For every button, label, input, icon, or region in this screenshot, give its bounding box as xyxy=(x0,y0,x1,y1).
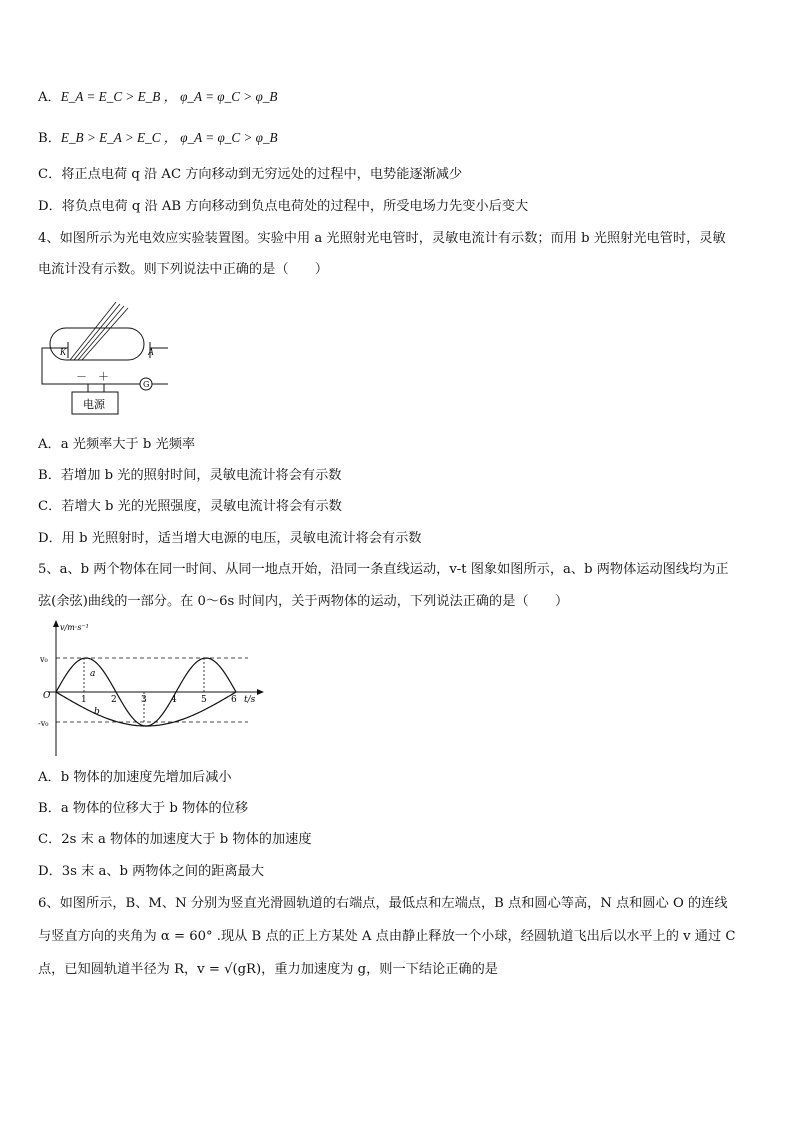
cathode-label: K xyxy=(60,347,67,357)
tick-6: 6 xyxy=(231,695,237,705)
q3-option-b xyxy=(38,129,278,148)
tick-3: 3 xyxy=(141,695,147,705)
q5-option-a: A．b 物体的加速度先增加后减小 xyxy=(38,770,232,785)
q3-option-c: C．将正点电荷 q 沿 AC 方向移动到无穷远处的过程中，电势能逐渐减少 xyxy=(38,167,463,182)
q5-stem-line2: 弦(余弦)曲线的一部分。在 0～6s 时间内，关于两物体的运动，下列说法正确的是（ ） xyxy=(38,594,569,609)
q5-option-b: B．a 物体的位移大于 b 物体的位移 xyxy=(38,801,249,816)
plus-sign: ＋ xyxy=(98,370,109,383)
q3-option-a-math: E_A = E_C > E_B ， φ_A = φ_C > φ_B xyxy=(60,89,278,104)
curve-b-label: b xyxy=(94,707,100,717)
neg-v0-label: -v₀ xyxy=(38,719,49,728)
q5-option-c: C．2s 末 a 物体的加速度大于 b 物体的加速度 xyxy=(38,832,312,847)
q4-option-a: A．a 光频率大于 b 光频率 xyxy=(38,437,196,452)
power-source-label: 电源 xyxy=(83,398,105,411)
v0-label: v₀ xyxy=(40,655,48,664)
anode-label: A xyxy=(148,347,154,357)
tick-4: 4 xyxy=(171,695,177,705)
light-ray xyxy=(70,302,116,360)
v-axis-arrow xyxy=(53,620,59,627)
q3-option-a-label: A． xyxy=(38,90,61,105)
q5-stem-line1: 5、a、b 两个物体在同一时间、从同一地点开始，沿同一条直线运动，v-t 图象如图所示，a、b 两物体运动图线均为正 xyxy=(38,562,729,577)
t-axis-label: t/s xyxy=(244,695,256,705)
q4-stem-line2: 电流计没有示数。则下列说法中正确的是（ ） xyxy=(38,262,329,277)
t-axis-arrow xyxy=(257,689,264,695)
q5-option-d: D．3s 末 a、b 两物体之间的距离最大 xyxy=(38,864,265,879)
tick-1: 1 xyxy=(81,695,87,705)
photoelectric-apparatus-figure xyxy=(38,300,168,420)
q3-option-a xyxy=(38,88,277,107)
wire-left xyxy=(42,348,74,384)
galvanometer-label: G xyxy=(143,380,150,389)
vt-graph-figure xyxy=(38,618,278,758)
q3-option-d: D．将负点电荷 q 沿 AB 方向移动到负点电荷处的过程中，所受电场力先变小后变大 xyxy=(38,199,529,214)
q6-stem-line2: 与竖直方向的夹角为 α = 60° .现从 B 点的正上方某处 A 点由静止释放一个小球，经圆轨道飞出后以水平上的 v 通过 C xyxy=(38,929,736,944)
origin-label: O xyxy=(43,691,51,701)
tick-5: 5 xyxy=(201,695,207,705)
v-axis-label: v/m·s⁻¹ xyxy=(60,623,89,632)
light-ray xyxy=(74,304,120,360)
q6-stem-line1: 6、如图所示，B、M、N 分别为竖直光滑圆轨道的右端点，最低点和左端点，B 点和圆心等高，N 点和圆心 O 的连线 xyxy=(38,896,728,911)
minus-sign: － xyxy=(76,370,87,383)
q4-option-c: C．若增大 b 光的光照强度，灵敏电流计将会有示数 xyxy=(38,499,342,514)
q4-option-b: B．若增加 b 光的照射时间，灵敏电流计将会有示数 xyxy=(38,468,342,483)
q3-option-b-label: B． xyxy=(38,131,61,146)
light-ray xyxy=(78,306,124,360)
tick-2: 2 xyxy=(111,695,117,705)
q4-option-d: D．用 b 光照射时，适当增大电源的电压，灵敏电流计将会有示数 xyxy=(38,531,422,546)
q3-option-b-math: E_B > E_A > E_C ， φ_A = φ_C > φ_B xyxy=(60,130,278,145)
q6-stem-line3: 点，已知圆轨道半径为 R，v = √(gR)，重力加速度为 g，则一下结论正确的是 xyxy=(38,962,498,977)
q4-stem-line1: 4、如图所示为光电效应实验装置图。实验中用 a 光照射光电管时，灵敏电流计有示数；而用 b 光照射光电管时，灵敏 xyxy=(38,231,726,246)
curve-a-label: a xyxy=(90,669,96,679)
